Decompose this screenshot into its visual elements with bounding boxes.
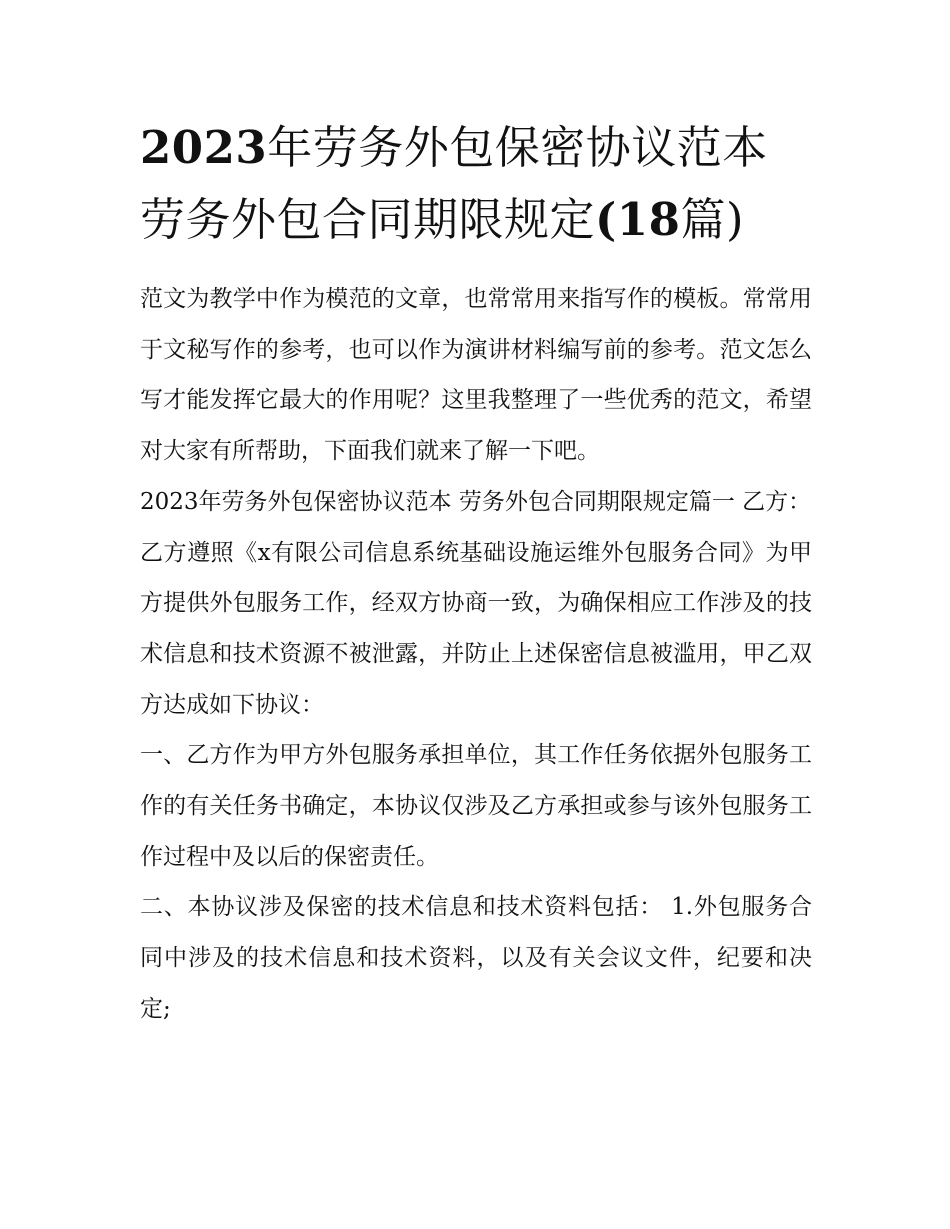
- title-count: (18: [595, 193, 681, 246]
- paragraph-clause-2: 二、本协议涉及保密的技术信息和技术资料包括： 1.外包服务合同中涉及的技术信息和技术资料，以及有关会议文件，纪要和决定;: [140, 894, 812, 1022]
- document-title: [140, 112, 812, 256]
- title-year: 2023: [140, 121, 268, 174]
- paragraph-agreement: 乙方遵照《x有限公司信息系统基础设施运维外包服务合同》为甲方提供外包服务工作，经双方协商一致，为确保相应工作涉及的技术信息和技术资源不被泄露，并防止上述保密信息被滥用，甲乙双方达成如下协议：: [140, 539, 812, 718]
- paragraph-intro: 范文为教学中作为模范的文章，也常常用来指写作的模板。常常用于文秘写作的参考，也可以作为演讲材料编写前的参考。范文怎么写才能发挥它最大的作用呢？这里我整理了一些优秀的范文，希望对大家有所帮助，下面我们就来了解一下吧。: [140, 286, 812, 465]
- title-text: 年劳务外包保密协议范本劳务外包合同期限规定: [140, 121, 768, 246]
- document-content: [140, 112, 812, 1035]
- title-suffix: 篇): [680, 193, 744, 246]
- paragraph-heading: 2023年劳务外包保密协议范本 劳务外包合同期限规定篇一 乙方：: [140, 488, 812, 515]
- document-body: [140, 274, 812, 1035]
- paragraph-clause-1: 一、乙方作为甲方外包服务承担单位，其工作任务依据外包服务工作的有关任务书确定，本协议仅涉及乙方承担或参与该外包服务工作过程中及以后的保密责任。: [140, 742, 812, 870]
